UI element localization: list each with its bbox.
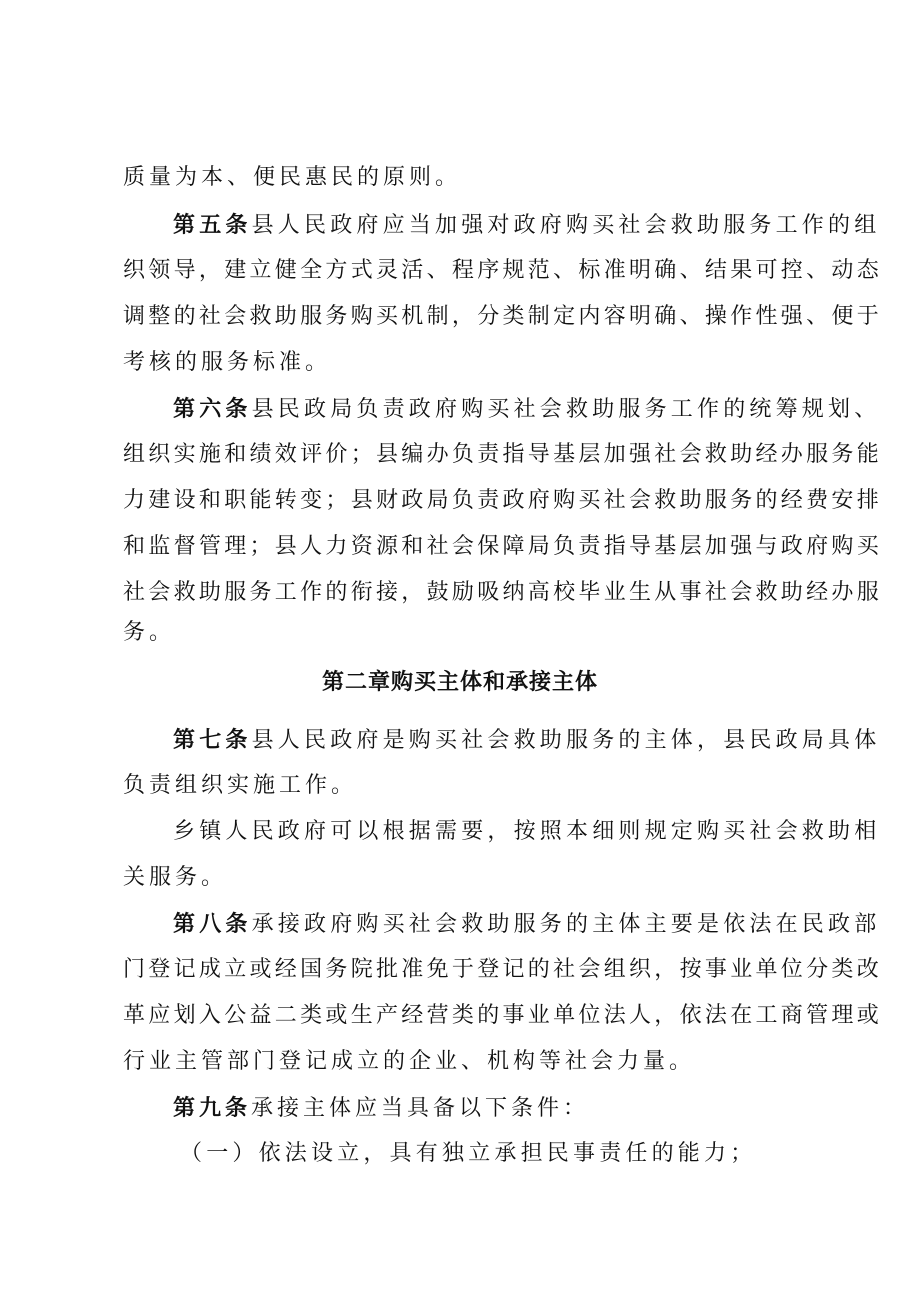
article-8-line-1: 第八条承接政府购买社会救助服务的主体主要是依法在民政部: [173, 911, 881, 937]
article-7-line-2: 负责组织实施工作。: [123, 773, 358, 798]
article-5-label: 第五条: [173, 212, 252, 238]
article-9-label: 第九条: [173, 1095, 252, 1121]
article-6-label: 第六条: [173, 396, 252, 422]
article-7-line-1: 第七条县人民政府是购买社会救助服务的主体，县民政局具体: [173, 727, 881, 753]
article-6-line-2: 组织实施和绩效评价；县编办负责指导基层加强社会救助经办服务能: [123, 442, 883, 467]
article-5-line-3: 调整的社会救助服务购买机制，分类制定内容明确、操作性强、便于: [123, 304, 883, 329]
article-6-line-3: 力建设和职能转变；县财政局负责政府购买社会救助服务的经费安排: [123, 488, 883, 513]
article-6-line-5: 社会救助服务工作的衔接，鼓励吸纳高校毕业生从事社会救助经办服: [123, 580, 883, 605]
article-5-line-1: 第五条县人民政府应当加强对政府购买社会救助服务工作的组: [173, 212, 881, 238]
article-7-para2-line-2: 关服务。: [123, 865, 228, 890]
article-8-line-2: 门登记成立或经国务院批准免于登记的社会组织，按事业单位分类改: [123, 957, 883, 982]
article-9-line-1: 第九条承接主体应当具备以下条件：: [173, 1095, 590, 1121]
article-8-line-4: 行业主管部门登记成立的企业、机构等社会力量。: [123, 1049, 696, 1074]
article-9-item-1: （一）依法设立，具有独立承担民事责任的能力；: [180, 1141, 757, 1166]
chapter-heading: 第二章购买主体和承接主体: [321, 669, 598, 695]
article-6-line-1: 第六条县民政局负责政府购买社会救助服务工作的统筹规划、: [173, 396, 881, 422]
article-6-line-6: 务。: [123, 620, 176, 645]
article-7-label: 第七条: [173, 727, 252, 753]
article-8-label: 第八条: [173, 911, 252, 937]
article-6-line-4: 和监督管理；县人力资源和社会保障局负责指导基层加强与政府购买: [123, 534, 883, 559]
article-8-line-3: 革应划入公益二类或生产经营类的事业单位法人，依法在工商管理或: [123, 1003, 883, 1028]
article-5-line-4: 考核的服务标准。: [123, 350, 332, 375]
article-7-para2-line-1: 乡镇人民政府可以根据需要，按照本细则规定购买社会救助相: [173, 819, 881, 844]
article-5-line-2: 织领导，建立健全方式灵活、程序规范、标准明确、结果可控、动态: [123, 258, 883, 283]
paragraph-continuation: 质量为本、便民惠民的原则。: [123, 165, 462, 190]
